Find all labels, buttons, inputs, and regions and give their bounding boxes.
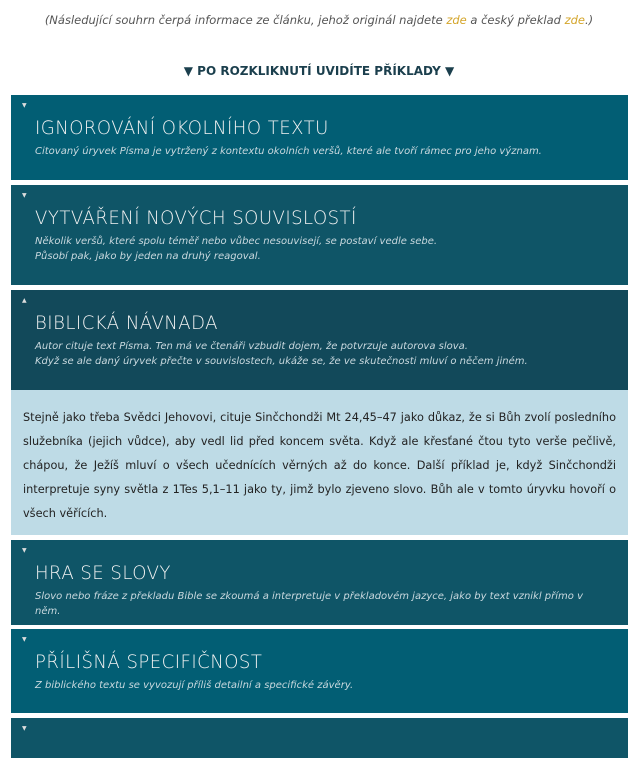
- caret-down-icon: ▼: [22, 102, 27, 109]
- accordion-content: Stejně jako třeba Svědci Jehovovi, cituje Sinčchondži Mt 24,45–47 jako důkaz, že si Bůh zvolí posledního služebníka (jejich vůdce), aby vedl lid před koncem světa. Když ale křesťané čtou tyto verše pečlivě, chápou, že Ježíš mluví o všech učednících věrných až do konce. Další příklad je, když Sinčchondži interpretuje syny světla z 1Tes 5,1–11 jako ty, jimž bylo zjeveno slovo. Bůh ale v tomto úryvku hovoří o všech věřících.: [11, 390, 628, 535]
- accordion-description: Z biblického textu se vyvozují příliš detailní a specifické závěry.: [35, 680, 354, 691]
- accordion-new-connections[interactable]: [11, 185, 628, 285]
- intro-text: a český překlad: [466, 13, 565, 27]
- accordion-description: Několik veršů, které spolu téměř nebo vůbec nesouvisejí, se postaví vedle sebe. Působí pak, jako by jeden na druhý reagoval.: [35, 236, 438, 262]
- caret-down-icon: ▼: [22, 192, 27, 199]
- caret-down-icon: ▼: [22, 636, 27, 643]
- accordion-title: HRA SE SLOVY: [35, 562, 171, 584]
- accordion-title: IGNOROVÁNÍ OKOLNÍHO TEXTU: [35, 117, 329, 139]
- accordion-description: Autor cituje text Písma. Ten má ve čtenáři vzbudit dojem, že potvrzuje autorova slova. Když se ale daný úryvek přečte v souvislostech, ukáže se, že ve skutečnosti mluví o něčem jiném.: [35, 341, 528, 367]
- accordion-overspecificity[interactable]: [11, 629, 628, 713]
- accordion-wordplay[interactable]: [11, 540, 628, 625]
- intro-text: (Následující souhrn čerpá informace ze článku, jehož originál najdete: [44, 13, 447, 27]
- expand-hint: ▼ PO ROZKLIKNUTÍ UVIDÍTE PŘÍKLADY ▼: [183, 64, 455, 78]
- intro-note: [0, 13, 638, 27]
- accordion-ignoring-context[interactable]: [11, 95, 628, 180]
- accordion-biblical-bait[interactable]: [11, 290, 628, 390]
- translation-link[interactable]: zde: [564, 13, 586, 27]
- caret-down-icon: ▼: [22, 725, 27, 732]
- accordion-title: PŘÍLIŠNÁ SPECIFIČNOST: [35, 651, 263, 673]
- intro-text: .): [585, 13, 594, 27]
- accordion-title: BIBLICKÁ NÁVNADA: [35, 312, 218, 334]
- accordion-next[interactable]: [11, 718, 628, 758]
- caret-up-icon: ▲: [22, 297, 27, 304]
- accordion-title: VYTVÁŘENÍ NOVÝCH SOUVISLOSTÍ: [35, 207, 357, 229]
- original-link[interactable]: zde: [446, 13, 467, 27]
- accordion-description: Slovo nebo fráze z překladu Bible se zkoumá a interpretuje v překladovém jazyce, jako by text vznikl přímo v něm.: [35, 591, 583, 617]
- caret-down-icon: ▼: [22, 547, 27, 554]
- accordion-description: Citovaný úryvek Písma je vytržený z kontextu okolních veršů, které ale tvoří rámec pro jeho význam.: [35, 146, 542, 157]
